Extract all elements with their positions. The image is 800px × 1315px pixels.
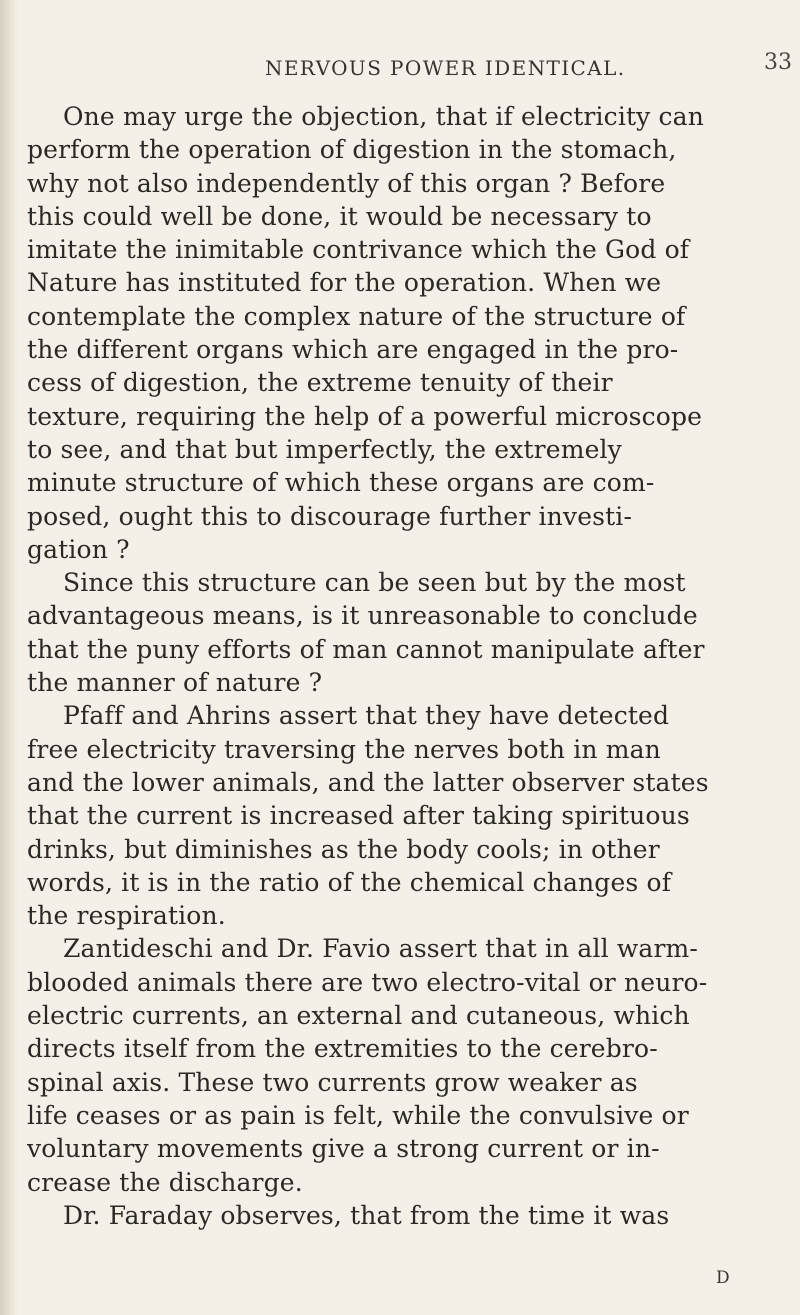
- text-line: the respiration.: [27, 901, 226, 931]
- page-header: [0, 50, 800, 86]
- text-line: Zantideschi and Dr. Favio assert that in all warm-: [63, 934, 699, 964]
- text-line: drinks, but diminishes as the body cools; in other: [27, 834, 660, 864]
- text-line: imitate the inimitable contrivance which the God of: [27, 235, 690, 265]
- text-line: gation ?: [27, 534, 130, 564]
- text-line: to see, and that but imperfectly, the extremely: [27, 434, 622, 464]
- text-line: free electricity traversing the nerves both in man: [27, 734, 661, 764]
- body-text: [27, 100, 787, 1232]
- text-line: Since this structure can be seen but by the most: [63, 568, 686, 598]
- text-line: life ceases or as pain is felt, while the convulsive or: [27, 1100, 689, 1130]
- text-line: spinal axis. These two currents grow weaker as: [27, 1067, 638, 1097]
- text-line: Pfaff and Ahrins assert that they have detected: [63, 701, 670, 731]
- text-line: texture, requiring the help of a powerful microscope: [27, 401, 703, 431]
- text-line: perform the operation of digestion in the stomach,: [27, 135, 677, 165]
- text-line: Dr. Faraday observes, that from the time it was: [63, 1200, 670, 1230]
- text-line: why not also independently of this organ ? Before: [27, 168, 666, 198]
- text-line: crease the discharge.: [27, 1167, 303, 1197]
- page-gutter-shadow: [0, 0, 18, 1315]
- text-line: this could well be done, it would be necessary to: [27, 201, 652, 231]
- text-line: voluntary movements give a strong current or in-: [27, 1134, 660, 1164]
- text-line: words, it is in the ratio of the chemical changes of: [27, 867, 672, 897]
- text-line: advantageous means, is it unreasonable to conclude: [27, 601, 698, 631]
- text-line: blooded animals there are two electro-vital or neuro-: [27, 967, 708, 997]
- text-line: directs itself from the extremities to the cerebro-: [27, 1034, 658, 1064]
- text-line: that the puny efforts of man cannot manipulate after: [27, 634, 705, 664]
- text-line: electric currents, an external and cutaneous, which: [27, 1001, 690, 1031]
- text-line: minute structure of which these organs are com-: [27, 468, 655, 498]
- text-line: One may urge the objection, that if electricity can: [63, 102, 704, 131]
- text-line: posed, ought this to discourage further investi-: [27, 501, 633, 531]
- text-line: the different organs which are engaged in the pro-: [27, 335, 679, 365]
- text-line: and the lower animals, and the latter observer states: [27, 767, 709, 797]
- text-line: that the current is increased after taking spirituous: [27, 801, 690, 831]
- text-line: Nature has instituted for the operation. When we: [27, 268, 662, 298]
- running-head: NERVOUS POWER IDENTICAL.: [265, 56, 626, 80]
- text-line: cess of digestion, the extreme tenuity of their: [27, 368, 613, 398]
- text-line: the manner of nature ?: [27, 668, 323, 698]
- signature-mark: D: [716, 1268, 730, 1288]
- text-line: contemplate the complex nature of the structure of: [27, 301, 686, 331]
- page-number: 33: [764, 50, 792, 75]
